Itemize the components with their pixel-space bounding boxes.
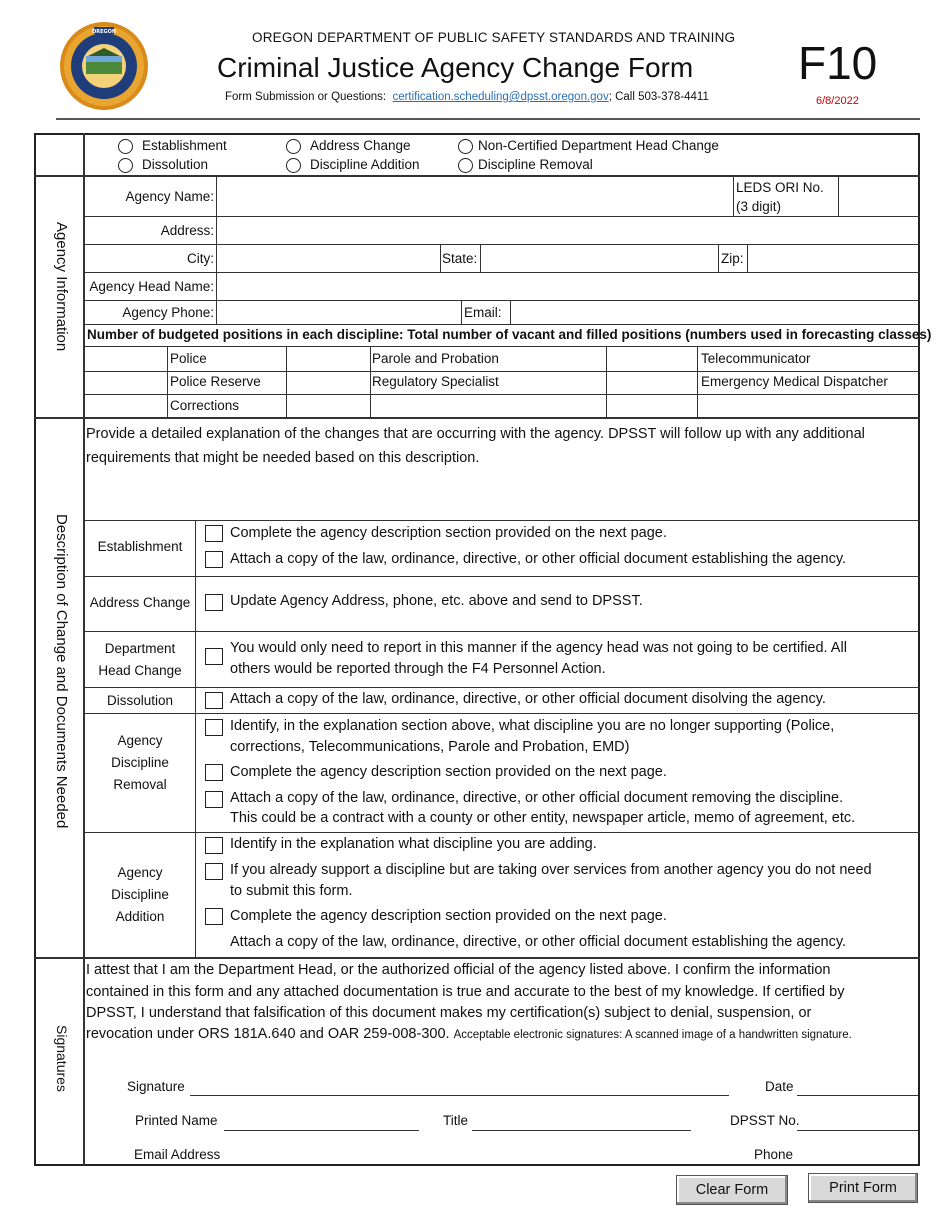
address-change-checkbox[interactable] [205,594,223,611]
addition-item-2a: If you already support a discipline but are taking over services from another agency you do not need [230,862,872,878]
removal-checkbox-3[interactable] [205,791,223,808]
clear-form-button[interactable]: Clear Form [676,1175,788,1205]
label-address-change: Address Change [310,138,411,153]
date-label: Date [765,1079,794,1094]
discipline-corrections: Corrections [170,398,240,413]
header-divider [56,118,920,120]
removal-label-3: Removal [113,777,167,792]
phone-label: Phone [754,1147,794,1162]
label-non-certified-head: Non-Certified Department Head Change [478,138,719,153]
attest-line-4: revocation under ORS 181A.640 and OAR 259-008-300. Acceptable electronic signatures: A scanned image of a handwritten signature. [86,1026,852,1042]
radio-address-change[interactable] [286,139,301,154]
dissolution-item: Attach a copy of the law, ordinance, directive, or other official document disolving the agency. [230,691,826,707]
label-dissolution: Dissolution [142,157,209,172]
agency-phone-field[interactable] [218,302,459,323]
parole-count-field[interactable] [608,348,696,370]
email-address-label: Email Address [134,1147,221,1162]
city-label: City: [187,251,214,266]
establishment-item-2: Attach a copy of the law, ordinance, directive, or other official document establishing the agency. [230,551,847,567]
change-explanation-field[interactable] [86,472,918,518]
section-label-signatures: Signatures [54,1025,70,1092]
removal-label-1: Agency [117,733,163,748]
removal-checkbox-1[interactable] [205,719,223,736]
svg-text:OREGON: OREGON [91,29,117,35]
contact-line: Form Submission or Questions: certification.scheduling@dpsst.oregon.gov; Call 503-378-4411 [225,91,709,103]
establishment-checkbox-2[interactable] [205,551,223,568]
form-title: Criminal Justice Agency Change Form [217,52,694,83]
radio-establishment[interactable] [118,139,133,154]
addition-label-3: Addition [115,909,165,924]
addition-item-4: Attach a copy of the law, ordinance, directive, or other official document establishing the agency. [230,934,847,950]
discipline-police: Police [170,351,207,366]
establishment-checkbox-1[interactable] [205,525,223,542]
printed-name-field[interactable] [224,1130,419,1131]
corrections-count-field[interactable] [288,396,369,417]
discipline-regulatory: Regulatory Specialist [372,374,499,389]
signature-label: Signature [127,1079,185,1094]
department-name: OREGON DEPARTMENT OF PUBLIC SAFETY STANDARDS AND TRAINING [252,30,736,45]
discipline-telecom: Telecommunicator [701,351,811,366]
dpsst-no-label: DPSST No. [730,1113,800,1128]
leds-ori-field[interactable] [840,178,919,215]
removal-item-1b: corrections, Telecommunications, Parole and Probation, EMD) [230,739,630,755]
agency-email-field[interactable] [512,302,918,323]
address-change-row-label: Address Change [89,595,191,610]
discipline-emd: Emergency Medical Dispatcher [701,374,888,389]
dept-head-label-2: Head Change [98,663,182,678]
signature-field[interactable] [190,1095,729,1096]
discipline-parole: Parole and Probation [372,351,499,366]
addition-label-2: Discipline [111,887,169,902]
form-number: F10 [798,37,878,89]
dept-head-checkbox[interactable] [205,648,223,665]
radio-discipline-removal[interactable] [458,158,473,173]
attest-line-2: contained in this form and any attached documentation is true and accurate to the best of my knowledge. If certified by [86,984,845,1000]
attest-note: Acceptable electronic signatures: A scanned image of a handwritten signature. [453,1029,852,1041]
dept-head-item-2: others would be reported through the F4 Personnel Action. [230,661,606,677]
agency-head-label: Agency Head Name: [89,279,214,294]
attest-line-1: I attest that I am the Department Head, or the authorized official of the agency listed above. I confirm the information [86,962,831,978]
zip-field[interactable] [749,246,919,271]
dept-head-label-1: Department [104,641,176,656]
dissolution-checkbox[interactable] [205,692,223,709]
radio-non-certified-head[interactable] [458,139,473,154]
addition-checkbox-3[interactable] [205,908,223,925]
positions-heading: Number of budgeted positions in each discipline: Total number of vacant and filled positions (numbers used in forecasting classes) [87,327,932,342]
addition-checkbox-1[interactable] [205,837,223,854]
police-reserve-count-field[interactable] [288,373,369,393]
description-instructions-2: requirements that might be needed based on this description. [86,450,480,466]
addition-item-1: Identify in the explanation what discipline you are adding. [230,836,597,852]
establishment-row-label: Establishment [97,539,183,554]
addition-checkbox-2[interactable] [205,863,223,880]
addition-item-2b: to submit this form. [230,883,353,899]
state-label: State: [442,251,478,266]
dissolution-row-label: Dissolution [106,693,174,708]
dpsst-no-field[interactable] [797,1130,918,1131]
police-count-field[interactable] [288,348,369,370]
city-field[interactable] [218,246,438,271]
agency-name-label: Agency Name: [125,189,214,204]
removal-checkbox-2[interactable] [205,764,223,781]
removal-item-2: Complete the agency description section provided on the next page. [230,764,667,780]
address-label: Address: [160,223,214,238]
removal-item-1a: Identify, in the explanation section above, what discipline you are no longer supporting (Police, [230,718,835,734]
section-label-agency-information: Agency Information [53,222,70,352]
agency-phone-label: Agency Phone: [122,305,214,320]
dpsst-seal-logo [58,18,150,114]
email-label: Email: [464,305,502,320]
radio-dissolution[interactable] [118,158,133,173]
agency-name-field[interactable] [218,178,732,215]
removal-label-2: Discipline [111,755,169,770]
description-instructions-1: Provide a detailed explanation of the changes that are occurring with the agency. DPSST will follow up with any additional [86,426,865,442]
label-discipline-addition: Discipline Addition [310,157,420,172]
attest-line-3: DPSST, I understand that falsification of this document makes my certification(s) subject to denial, suspension, or [86,1005,812,1021]
establishment-item-1: Complete the agency description section provided on the next page. [230,525,667,541]
form-date: 6/8/2022 [816,95,859,107]
leds-ori-label-1: LEDS ORI No. [736,180,824,195]
state-field[interactable] [482,246,716,271]
leds-ori-label-2: (3 digit) [736,199,782,214]
regulatory-count-field[interactable] [608,373,696,393]
removal-item-3a: Attach a copy of the law, ordinance, directive, or other official document removing the discipline. [230,790,844,806]
label-establishment: Establishment [142,138,227,153]
discipline-police-reserve: Police Reserve [170,374,261,389]
address-change-item: Update Agency Address, phone, etc. above and send to DPSST. [230,593,643,609]
radio-discipline-addition[interactable] [286,158,301,173]
label-discipline-removal: Discipline Removal [478,157,593,172]
printed-name-label: Printed Name [135,1113,218,1128]
print-form-button[interactable]: Print Form [808,1173,918,1203]
addition-label-1: Agency [117,865,163,880]
zip-label: Zip: [721,251,744,266]
dept-head-item-1: You would only need to report in this manner if the agency head was not going to be certified. All [230,640,847,656]
title-label: Title [443,1113,469,1128]
address-field[interactable] [218,218,918,243]
section-label-description: Description of Change and Documents Needed [53,514,70,829]
title-field[interactable] [472,1130,691,1131]
addition-item-3: Complete the agency description section provided on the next page. [230,908,667,924]
date-field[interactable] [797,1095,918,1096]
removal-item-3b: This could be a contract with a county or other entity, newspaper article, memo of agreement, etc. [230,810,856,826]
contact-email-link[interactable]: certification.scheduling@dpsst.oregon.gov [392,91,609,103]
agency-head-field[interactable] [218,274,918,299]
